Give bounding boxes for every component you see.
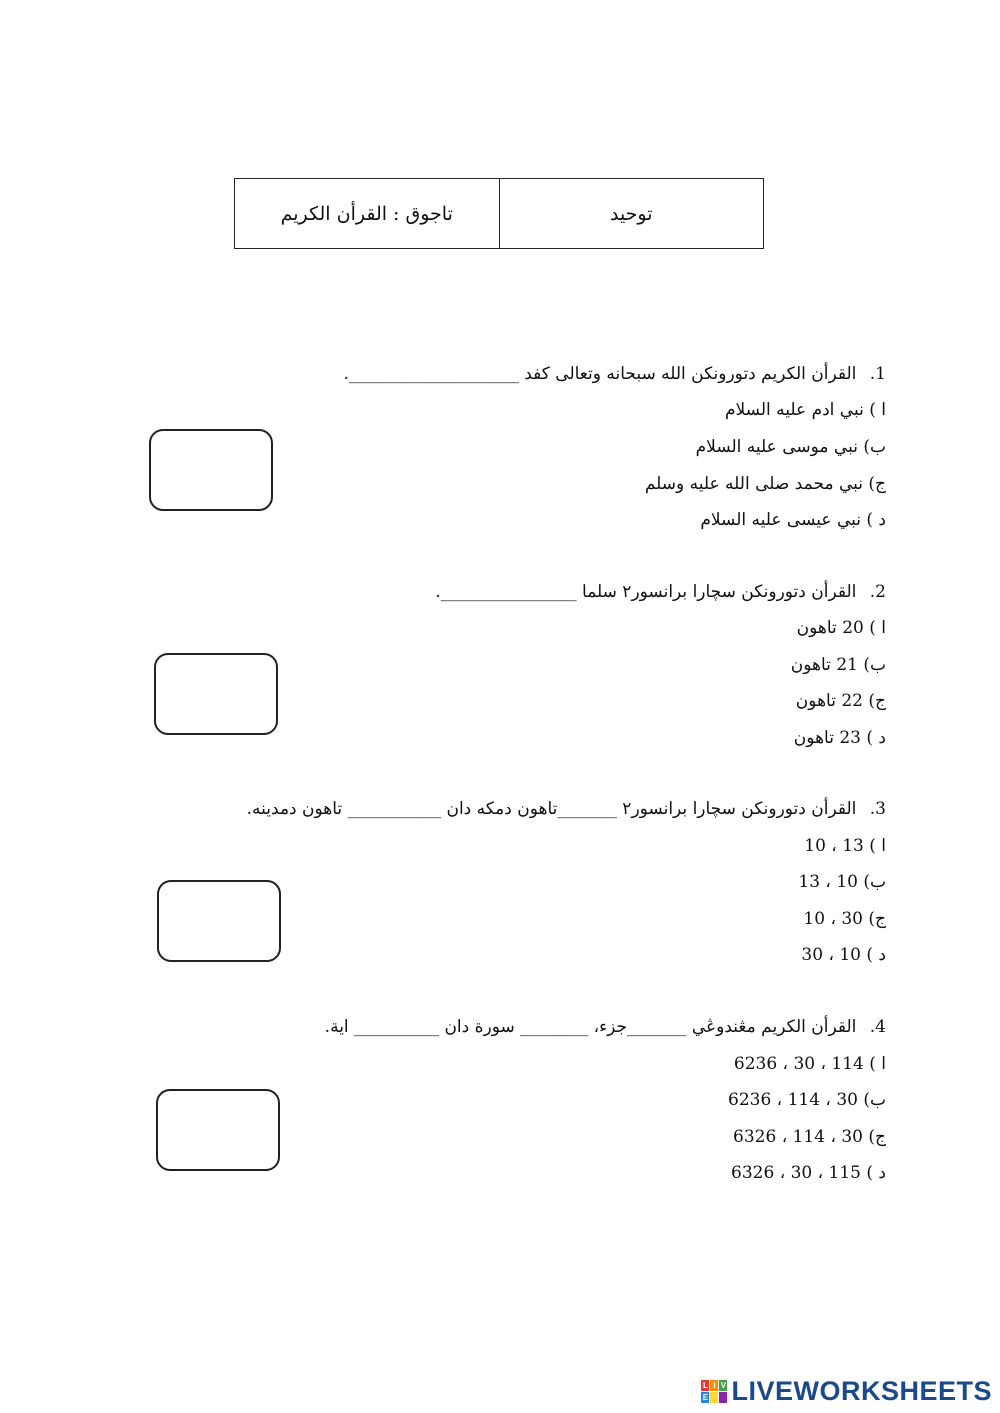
option-c: ج) 22 تاهون <box>795 691 886 711</box>
option-a: ا ) 13 ، 10 <box>804 836 886 856</box>
logo-mark-icon: L I V E <box>702 1381 727 1402</box>
question-number: 1. <box>869 364 886 384</box>
option-d: د ) 10 ، 30 <box>801 945 886 965</box>
liveworksheets-logo[interactable] <box>701 1376 992 1407</box>
logo-text: LIVEWORKSHEETS <box>731 1376 992 1406</box>
answer-box-4[interactable] <box>156 1089 280 1171</box>
option-d: د ) 115 ، 30 ، 6326 <box>731 1163 886 1183</box>
option-b: ب) 30 ، 114 ، 6236 <box>728 1090 886 1110</box>
subject-topic-cell: تاجوق : القرأن الكريم <box>235 179 500 248</box>
option-b: ب) 21 تاهون <box>790 655 886 675</box>
question-text: القرأن الكريم دتورونكن الله سبحانه وتعالى كفد ____________________. <box>343 364 857 384</box>
question-number: 4. <box>869 1017 886 1037</box>
subject-name-cell: توحيد <box>609 202 653 225</box>
question-text: القرأن دتورونكن سچارا برانسور٢ _______تاهون دمكه دان ___________ تاهون دمدينه. <box>246 799 857 819</box>
option-b: ب) نبي موسى عليه السلام <box>695 437 886 457</box>
option-c: ج) 30 ، 114 ، 6326 <box>733 1127 886 1147</box>
option-b: ب) 10 ، 13 <box>798 872 886 892</box>
option-c: ج) 30 ، 10 <box>803 909 886 929</box>
option-a: ا ) نبي ادم عليه السلام <box>725 400 886 420</box>
header-table <box>234 178 764 249</box>
option-a: ا ) 114 ، 30 ، 6236 <box>733 1054 886 1074</box>
question-3 <box>247 799 886 819</box>
question-1 <box>343 364 886 384</box>
question-text: القرأن دتورونكن سچارا برانسور٢ سلما ________________. <box>435 582 857 602</box>
answer-box-1[interactable] <box>149 429 273 511</box>
option-d: د ) 23 تاهون <box>793 728 886 748</box>
question-4 <box>325 1017 886 1037</box>
question-text: القرأن الكريم مڠندوڠي _______جزء، ________ سورة دان __________ اية. <box>324 1017 857 1037</box>
question-2 <box>435 582 886 602</box>
option-d: د ) نبي عيسى عليه السلام <box>700 510 886 530</box>
answer-box-2[interactable] <box>154 653 278 735</box>
answer-box-3[interactable] <box>157 880 281 962</box>
option-a: ا ) 20 تاهون <box>796 618 886 638</box>
option-c: ج) نبي محمد صلى الله عليه وسلم <box>644 474 886 494</box>
question-number: 2. <box>869 582 886 602</box>
question-number: 3. <box>869 799 886 819</box>
